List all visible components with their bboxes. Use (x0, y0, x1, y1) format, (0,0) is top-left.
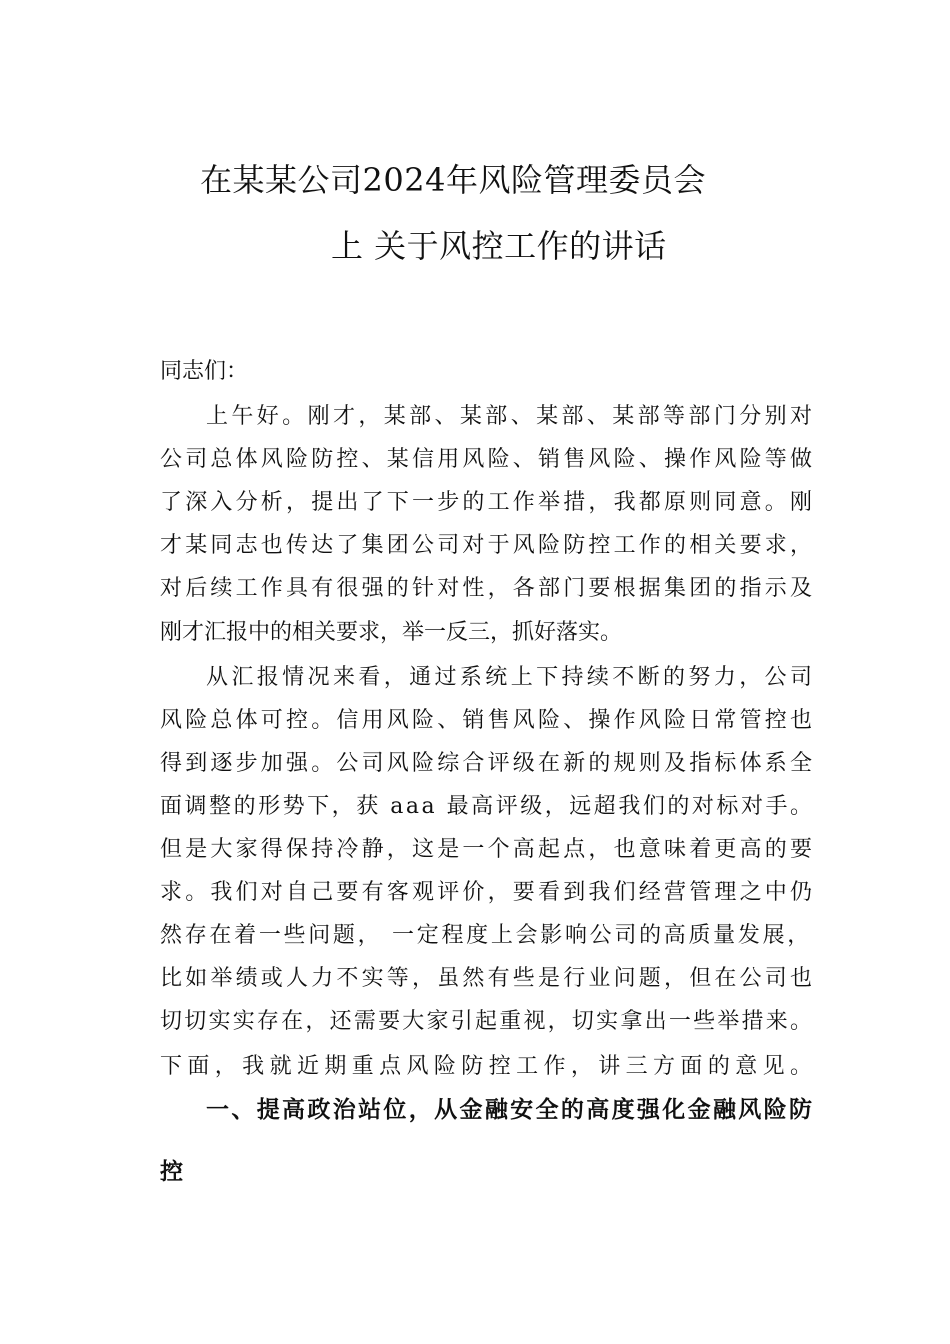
paragraph-1-line: 上午好。刚才，某部、某部、某部、某部等部门分别对 (206, 404, 816, 429)
section-heading-line: 一、提高政治站位，从金融安全的高度强化金融风险防 (206, 1097, 815, 1123)
paragraph-2-line: 得到逐步加强。公司风险综合评级在新的规则及指标体系全 (160, 751, 816, 776)
document-title-line-1: 在某某公司2024年风险管理委员会 (200, 161, 706, 199)
paragraph-2-line: 比如举绩或人力不实等，虽然有些是行业问题，但在公司也 (160, 966, 816, 991)
paragraph-1-line: 对后续工作具有很强的针对性，各部门要根据集团的指示及 (160, 576, 816, 601)
paragraph-1-line: 才某同志也传达了集团公司对于风险防控工作的相关要求， (160, 533, 816, 558)
paragraph-2-line: 求。我们对自己要有客观评价，要看到我们经营管理之中仍 (160, 880, 816, 905)
paragraph-2-line: 但是大家得保持冷静，这是一个高起点，也意味着更高的要 (160, 837, 816, 862)
paragraph-2-line: 下面，我就近期重点风险防控工作，讲三方面的意见。 (160, 1054, 818, 1079)
paragraph-2-line: 风险总体可控。信用风险、销售风险、操作风险日常管控也 (160, 708, 816, 733)
paragraph-1-line: 刚才汇报中的相关要求，举一反三，抓好落实。 (160, 620, 623, 645)
section-heading-line: 控 (160, 1159, 183, 1185)
document-title-line-2: 上 关于风控工作的讲话 (331, 227, 667, 265)
paragraph-2-line: 面调整的形势下，获 aaa 最高评级，远超我们的对标对手。 (160, 794, 815, 819)
paragraph-2-line: 切切实实存在，还需要大家引起重视，切实拿出一些举措来。 (160, 1009, 815, 1034)
paragraph-1-line: 公司总体风险防控、某信用风险、销售风险、操作风险等做 (160, 447, 816, 472)
paragraph-2-line: 从汇报情况来看，通过系统上下持续不断的努力，公司 (206, 665, 816, 690)
paragraph-2-line: 然存在着一些问题， 一定程度上会影响公司的高质量发展， (160, 923, 812, 948)
greeting: 同志们： (160, 359, 249, 384)
paragraph-1-line: 了深入分析，提出了下一步的工作举措，我都原则同意。刚 (160, 490, 816, 515)
